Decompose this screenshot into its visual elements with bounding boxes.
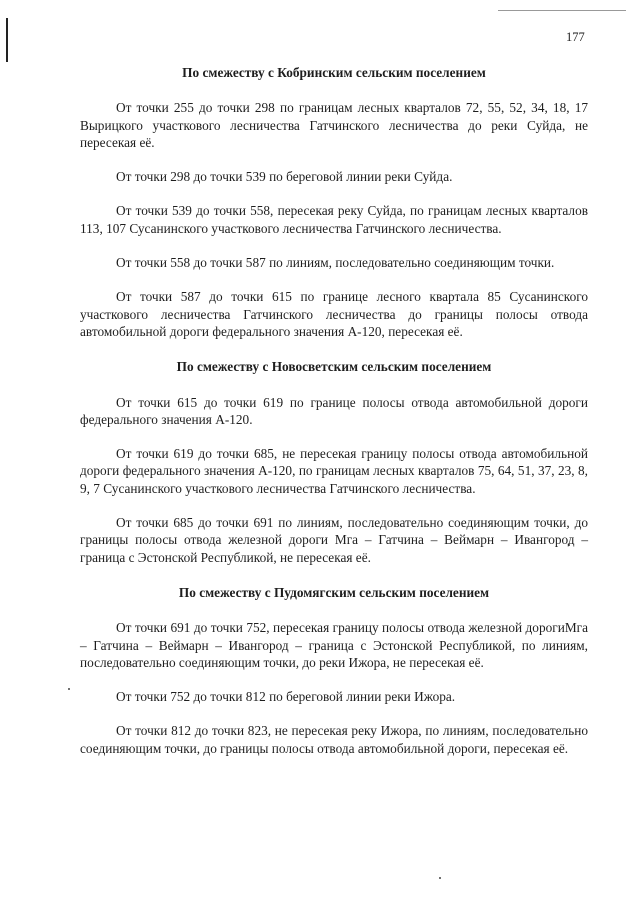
paragraph: От точки 812 до точки 823, не пересекая реку Ижора, по линиям, последовательно соединяющим точки, до границы полосы отвода автомобильной дороги, пересекая её. — [80, 723, 588, 756]
section-heading: По смежеству с Кобринским сельским поселением — [182, 65, 486, 80]
paragraph: От точки 298 до точки 539 по береговой линии реки Суйда. — [116, 169, 453, 185]
scan-speck — [439, 877, 441, 879]
paragraph: От точки 255 до точки 298 по границам лесных кварталов 72, 55, 52, 34, 18, 17 Вырицкого участкового лесничества Гатчинского лесничества до реки Суйда, не пересекая её. — [80, 100, 588, 150]
scan-speck — [68, 688, 70, 690]
paragraph: От точки 685 до точки 691 по линиям, последовательно соединяющим точки, до границы полосы отвода железной дороги Мга – Гатчина – Веймарн – Ивангород – граница с Эстонской Республикой, не пересекая её. — [80, 515, 588, 565]
scan-top-mark — [498, 10, 626, 11]
section-heading: По смежеству с Новосветским сельским поселением — [176, 359, 492, 375]
paragraph: От точки 752 до точки 812 по береговой линии реки Ижора. — [116, 689, 456, 705]
paragraph: От точки 558 до точки 587 по линиям, последовательно соединяющим точки. — [116, 255, 555, 271]
document-body — [80, 64, 588, 757]
paragraph: От точки 615 до точки 619 по границе полосы отвода автомобильной дороги федерального значения А-120. — [80, 394, 588, 427]
paragraph: От точки 619 до точки 685, не пересекая границу полосы отвода автомобильной дороги федерального значения А-120, по границам лесных кварталов 75, 64, 51, 37, 23, 8, 9, 7 Сусанинского участкового лесничества Гатчинского лесничества. — [80, 446, 588, 496]
paragraph: От точки 691 до точки 752, пересекая границу полосы отвода железной дорогиМга – Гатчина – Веймарн – Ивангород – граница с Эстонской Республикой, по линиям, последовательно соединяющим точки, до реки Ижора, не пересекая её. — [80, 620, 588, 670]
paragraph: От точки 539 до точки 558, пересекая реку Суйда, по границам лесных кварталов 113, 107 Сусанинского участкового лесничества Гатчинского лесничества. — [80, 203, 588, 236]
scan-margin-mark — [6, 18, 8, 62]
page-number: 177 — [566, 30, 585, 44]
paragraph: От точки 587 до точки 615 по границе лесного квартала 85 Сусанинского участкового лесничества Гатчинского лесничества до границы полосы отвода автомобильной дороги федерального значения А-120, пересекая её. — [80, 289, 588, 339]
section-heading: По смежеству с Пудомягским сельским поселением — [178, 584, 490, 600]
